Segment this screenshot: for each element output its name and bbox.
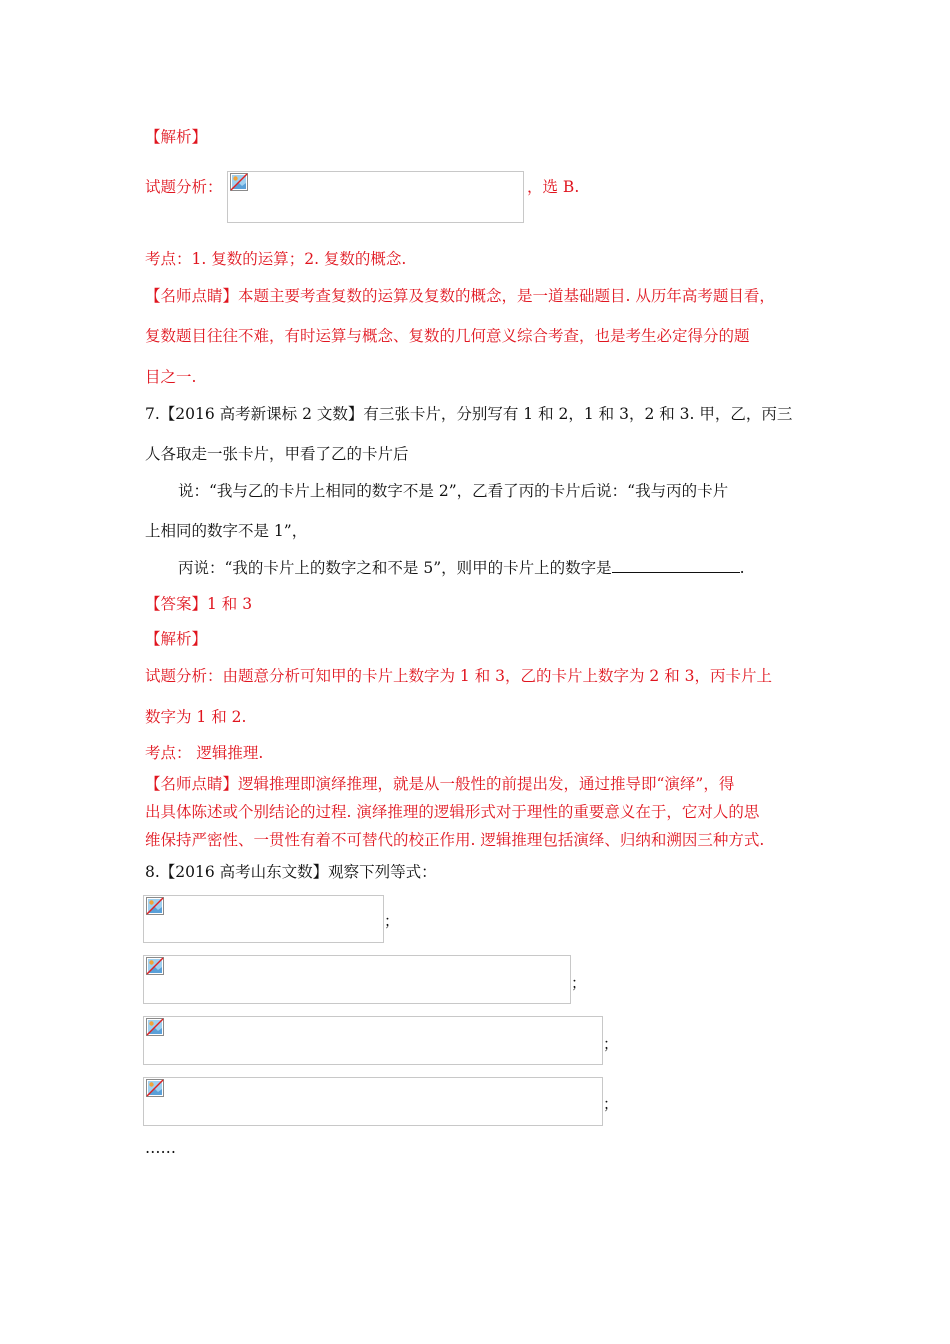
q7-line2: 人各取走一张卡片，甲看了乙的卡片后 [145,445,409,463]
equation-image-1 [143,895,384,943]
q7-line1: 7.【2016 高考新课标 2 文数】有三张卡片，分别写有 1 和 2，1 和 3，2 和 3. 甲，乙，丙三 [145,405,793,423]
kaodian-1: 考点：1. 复数的运算；2. 复数的概念. [145,250,407,268]
q7-line3: 说：“我与乙的卡片上相同的数字不是 2”，乙看了丙的卡片后说：“我与丙的卡片 [178,482,729,500]
semicolon-2: ； [571,974,587,992]
mingshi-1-line3: 目之一. [145,368,197,386]
semicolon-4: ； [603,1095,619,1113]
broken-formula-image [227,171,524,223]
q7-analysis-line2: 数字为 1 和 2. [145,708,247,726]
analysis-suffix: ，选 B. [527,178,580,196]
mingshi-1-line2: 复数题目往往不难，有时运算与概念、复数的几何意义综合考查，也是考生必定得分的题 [145,327,750,345]
analysis-prefix: 试题分析： [145,178,223,196]
q7-line5 [178,558,745,578]
jiexi-heading: 【解析】 [145,128,208,146]
answer-blank [612,558,740,573]
q7-mingshi-line1: 【名师点睛】逻辑推理即演绎推理，就是从一般性的前提出发，通过推导即“演绎”，得 [145,775,735,793]
q7-line5-prefix: 丙说：“我的卡片上的数字之和不是 5”，则甲的卡片上的数字是 [178,559,612,577]
q7-kaodian: 考点： 逻辑推理. [145,744,264,762]
broken-image-icon [146,957,164,975]
ellipsis: …… [145,1139,176,1157]
semicolon-3: ； [603,1035,619,1053]
broken-image-icon [146,1018,164,1036]
q7-mingshi-line2: 出具体陈述或个别结论的过程. 演绎推理的逻辑形式对于理性的重要意义在于，它对人的思 [145,803,760,821]
q7-line4: 上相同的数字不是 1”， [145,522,308,540]
q7-mingshi-line3: 维保持严密性、一贯性有着不可替代的校正作用. 逻辑推理包括演绎、归纳和溯因三种方式. [145,831,765,849]
equation-image-2 [143,955,571,1004]
broken-image-icon [230,173,248,191]
mingshi-1-line1: 【名师点睛】本题主要考查复数的运算及复数的概念，是一道基础题目. 从历年高考题目看， [145,287,775,305]
q7-line5-suffix: . [739,559,745,577]
semicolon-1: ； [384,912,400,930]
q7-analysis-line1: 试题分析：由题意分析可知甲的卡片上数字为 1 和 3，乙的卡片上数字为 2 和 3，丙卡片上 [145,667,773,685]
broken-image-icon [146,1079,164,1097]
equation-image-3 [143,1016,603,1065]
equation-image-4 [143,1077,603,1126]
q8-line1: 8.【2016 高考山东文数】观察下列等式： [145,863,437,881]
q7-answer: 【答案】1 和 3 [145,595,253,613]
broken-image-icon [146,897,164,915]
q7-jiexi-heading: 【解析】 [145,630,208,648]
